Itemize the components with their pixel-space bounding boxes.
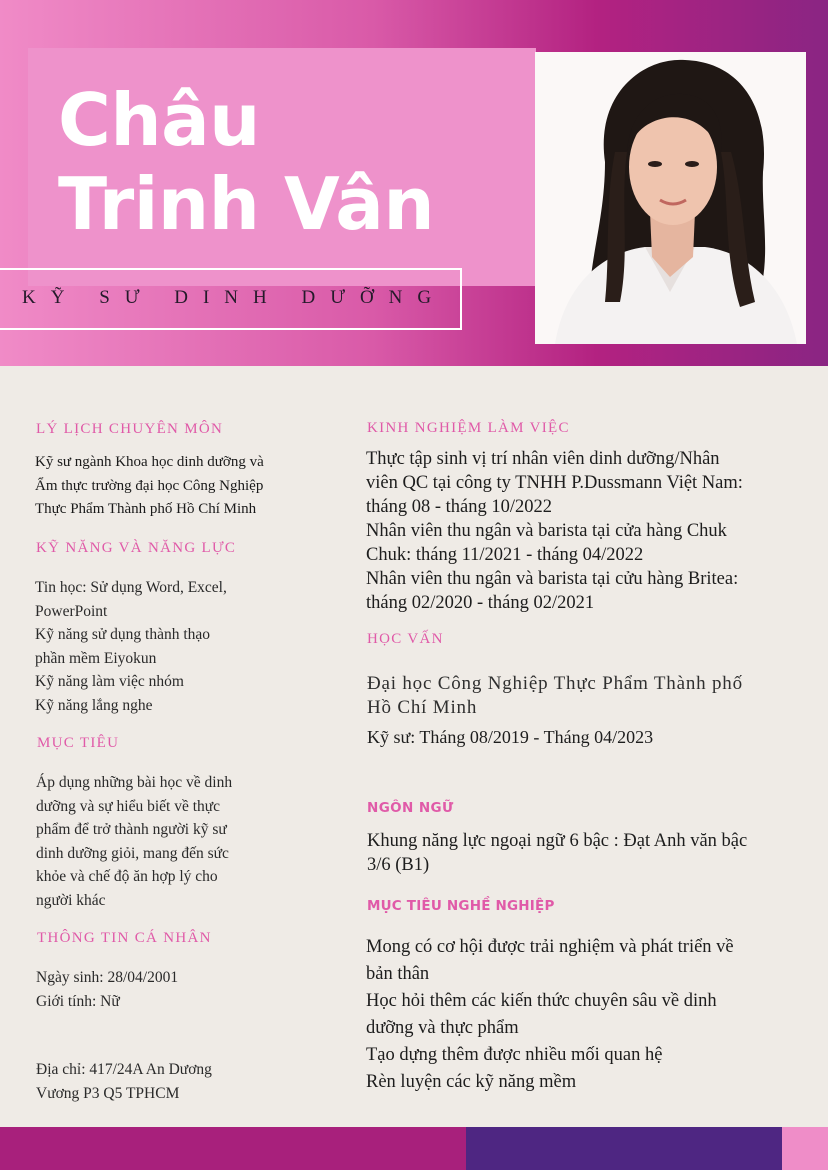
section-title-objective: MỤC TIÊU <box>37 735 120 751</box>
footer-bar-pink <box>782 1127 828 1170</box>
portrait-photo <box>535 52 806 344</box>
career-goal-line: Tạo dựng thêm được nhiều mối quan hệ <box>366 1045 663 1065</box>
objective-line: khỏe và chế độ ăn hợp lý cho <box>36 868 218 885</box>
objective-line: phẩm để trở thành người kỹ sư <box>36 821 227 838</box>
candidate-name <box>58 78 434 246</box>
profile-text <box>35 451 264 522</box>
education-degree: Kỹ sư: Tháng 08/2019 - Tháng 04/2023 <box>367 727 654 747</box>
section-title-education: HỌC VẤN <box>367 631 444 647</box>
education-line: Đại học Công Nghiệp Thực Phẩm Thành phố <box>367 673 743 694</box>
experience-line: tháng 08 - tháng 10/2022 <box>366 497 553 517</box>
career-goal-line: Mong có cơ hội được trải nghiệm và phát triển về <box>366 937 734 957</box>
profile-line: Ẩm thực trường đại học Công Nghiệp <box>35 477 264 494</box>
objective-line: dưỡng và sự hiểu biết về thực <box>36 797 221 815</box>
skills-line: PowerPoint <box>35 602 108 620</box>
career-goal-line: Rèn luyện các kỹ năng mềm <box>366 1072 577 1092</box>
section-title-profile: LÝ LỊCH CHUYÊN MÔN <box>36 421 224 437</box>
objective-line: Áp dụng những bài học về dinh <box>36 774 233 791</box>
education-line: Hồ Chí Minh <box>367 697 478 718</box>
experience-line: viên QC tại công ty TNHH P.Dussmann Việt Nam: <box>366 473 743 493</box>
education-text <box>367 672 743 720</box>
portrait-photo-icon <box>535 52 806 344</box>
career-goal-line: dưỡng và thực phẩm <box>366 1018 519 1038</box>
section-title-experience: KINH NGHIỆM LÀM VIỆC <box>367 420 570 436</box>
language-text <box>367 829 747 877</box>
career-goal-line: Học hỏi thêm các kiến thức chuyên sâu về dinh <box>366 991 717 1011</box>
name-line-1: Châu <box>58 78 260 162</box>
experience-text <box>366 447 743 615</box>
section-title-career-goal: MỤC TIÊU NGHỀ NGHIỆP <box>367 898 555 914</box>
experience-line: tháng 02/2020 - tháng 02/2021 <box>366 593 595 613</box>
address-line: Vương P3 Q5 TPHCM <box>36 1084 180 1102</box>
personal-info <box>36 966 178 1013</box>
experience-line: Nhân viên thu ngân và barista tại cửu hàng Britea: <box>366 569 739 589</box>
language-line: 3/6 (B1) <box>367 855 430 875</box>
address-line: Địa chỉ: 417/24A An Dương <box>36 1061 212 1078</box>
career-goal-text <box>366 934 734 1096</box>
gender: Giới tính: Nữ <box>36 992 120 1010</box>
footer-bar-magenta <box>0 1127 466 1170</box>
name-line-2: Trinh Vân <box>58 162 435 246</box>
experience-line: Thực tập sinh vị trí nhân viên dinh dưỡng/Nhân <box>366 449 720 469</box>
section-title-skills: KỸ NĂNG VÀ NĂNG LỰC <box>36 540 237 556</box>
skills-line: Kỹ năng sử dụng thành thạo <box>35 626 211 643</box>
experience-line: Nhân viên thu ngân và barista tại cửa hàng Chuk <box>366 521 727 541</box>
objective-line: dinh dưỡng giỏi, mang đến sức <box>36 844 229 862</box>
section-title-personal: THÔNG TIN CÁ NHÂN <box>37 930 212 946</box>
career-goal-line: bản thân <box>366 964 430 984</box>
profile-line: Thực Phẩm Thành phố Hồ Chí Minh <box>35 501 257 517</box>
profile-line: Kỹ sư ngành Khoa học dinh dưỡng và <box>35 454 264 470</box>
skills-line: Kỹ năng lắng nghe <box>35 696 153 714</box>
skills-line: Tin học: Sử dụng Word, Excel, <box>35 579 227 596</box>
address <box>36 1058 212 1105</box>
skills-list <box>35 576 227 717</box>
experience-line: Chuk: tháng 11/2021 - tháng 04/2022 <box>366 545 644 565</box>
language-line: Khung năng lực ngoại ngữ 6 bậc : Đạt Anh văn bậc <box>367 831 748 851</box>
birth-date: Ngày sinh: 28/04/2001 <box>36 969 179 986</box>
skills-line: phần mềm Eiyokun <box>35 649 157 667</box>
objective-line: người khác <box>36 891 106 909</box>
job-title: KỸ SƯ DINH DƯỠNG <box>22 287 447 308</box>
skills-line: Kỹ năng làm việc nhóm <box>35 673 184 690</box>
section-title-language: NGÔN NGỮ <box>367 800 454 816</box>
objective-text <box>36 771 232 912</box>
footer-bar-purple <box>466 1127 782 1170</box>
